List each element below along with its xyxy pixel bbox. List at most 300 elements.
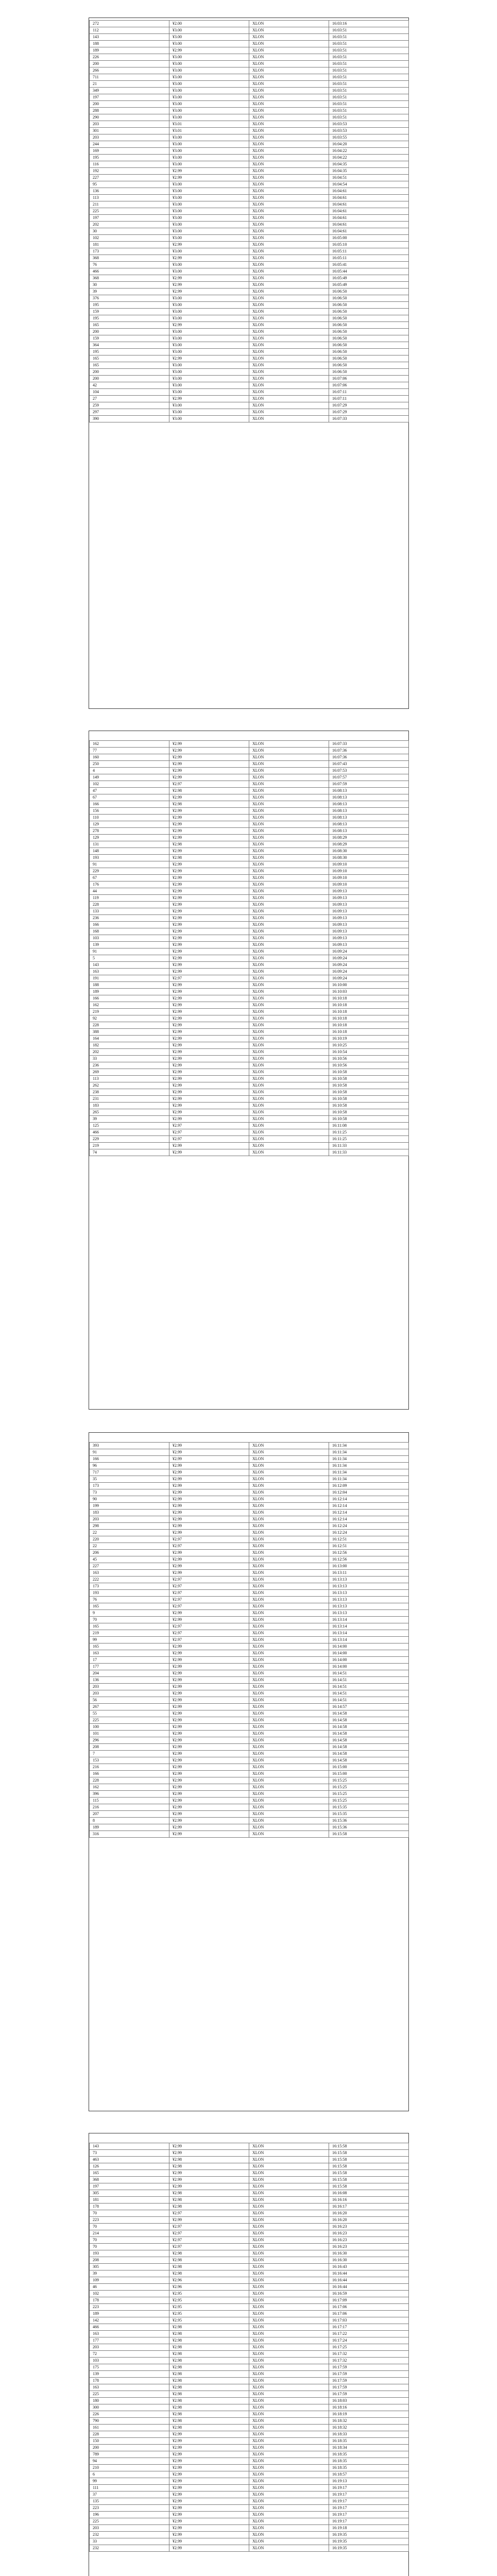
price-cell: ¥2.99 [169, 2485, 249, 2492]
venue-cell: XLON [249, 41, 329, 47]
venue-cell: XLON [249, 295, 329, 302]
price-cell: ¥2.98 [169, 2331, 249, 2337]
time-cell: 16:04:61 [329, 222, 409, 228]
venue-cell: XLON [249, 1697, 329, 1704]
table-row [90, 1009, 409, 1015]
venue-cell: XLON [249, 2270, 329, 2277]
venue-cell: XLON [249, 1103, 329, 1109]
volume-cell: 181 [90, 242, 169, 248]
time-cell: 16:16:30 [329, 2250, 409, 2257]
time-cell: 16:15:58 [329, 2177, 409, 2183]
table-row [90, 27, 409, 34]
time-cell: 16:12:51 [329, 1536, 409, 1543]
table-row [90, 1710, 409, 1717]
table-row [90, 1022, 409, 1029]
volume-cell: 143 [90, 2143, 169, 2150]
table-row [90, 1089, 409, 1096]
table-row [90, 181, 409, 188]
volume-cell: 99 [90, 2478, 169, 2485]
time-cell: 16:17:32 [329, 2358, 409, 2364]
time-cell: 16:19:17 [329, 2492, 409, 2498]
price-cell: ¥2.99 [169, 888, 249, 895]
time-cell: 16:16:08 [329, 2190, 409, 2197]
venue-cell: XLON [249, 121, 329, 128]
time-cell: 16:18:03 [329, 2398, 409, 2404]
price-cell: ¥2.99 [169, 1784, 249, 1791]
volume-cell: 74 [90, 1149, 169, 1156]
table-row [90, 2404, 409, 2411]
time-cell: 16:12:14 [329, 1503, 409, 1510]
table-row [90, 808, 409, 815]
time-cell: 16:15:36 [329, 1824, 409, 1831]
price-cell: ¥2.98 [169, 2270, 249, 2277]
volume-cell: 196 [90, 2512, 169, 2518]
price-cell: ¥2.98 [169, 801, 249, 808]
venue-cell: XLON [249, 2378, 329, 2384]
table-row [90, 2157, 409, 2163]
time-cell: 16:11:33 [329, 1149, 409, 1156]
venue-cell: XLON [249, 329, 329, 335]
time-cell: 16:06:50 [329, 369, 409, 376]
price-cell: ¥2.99 [169, 1804, 249, 1811]
time-cell: 16:15:35 [329, 1811, 409, 1818]
volume-cell: 390 [90, 416, 169, 422]
table-row [90, 1103, 409, 1109]
table-row [90, 1597, 409, 1603]
volume-cell: 166 [90, 1771, 169, 1777]
time-cell: 16:03:51 [329, 94, 409, 101]
volume-cell: 228 [90, 2431, 169, 2438]
venue-cell: XLON [249, 396, 329, 402]
time-cell: 16:13:14 [329, 1637, 409, 1643]
price-cell: ¥2.98 [169, 2404, 249, 2411]
venue-cell: XLON [249, 2465, 329, 2471]
price-cell: ¥2.95 [169, 2317, 249, 2324]
table-row [90, 1076, 409, 1082]
volume-cell: 5 [90, 955, 169, 962]
venue-cell: XLON [249, 848, 329, 855]
table-row [90, 1570, 409, 1577]
volume-cell: 6 [90, 2471, 169, 2478]
price-cell: ¥2.97 [169, 1603, 249, 1610]
volume-cell: 231 [90, 1096, 169, 1103]
time-cell: 16:04:35 [329, 168, 409, 175]
price-cell: ¥3.00 [169, 389, 249, 396]
venue-cell: XLON [249, 1069, 329, 1076]
price-cell: ¥2.99 [169, 2183, 249, 2190]
venue-cell: XLON [249, 1623, 329, 1630]
venue-cell: XLON [249, 815, 329, 821]
table-row [90, 329, 409, 335]
volume-cell: 225 [90, 208, 169, 215]
time-cell: 16:13:13 [329, 1590, 409, 1597]
table-row [90, 1456, 409, 1463]
venue-cell: XLON [249, 962, 329, 969]
time-cell: 16:11:34 [329, 1463, 409, 1469]
venue-cell: XLON [249, 148, 329, 155]
price-cell: ¥2.99 [169, 2538, 249, 2545]
table-row [90, 282, 409, 289]
table-row [90, 1143, 409, 1149]
time-cell: 16:19:18 [329, 2525, 409, 2532]
table-row [90, 1062, 409, 1069]
time-cell: 16:06:50 [329, 335, 409, 342]
time-cell: 16:15:58 [329, 2170, 409, 2177]
price-cell: ¥3.00 [169, 134, 249, 141]
time-cell: 16:03:16 [329, 21, 409, 27]
volume-cell: 200 [90, 2445, 169, 2451]
price-cell: ¥2.99 [169, 1089, 249, 1096]
price-cell: ¥2.98 [169, 2371, 249, 2378]
volume-cell: 163 [90, 969, 169, 975]
volume-cell: 162 [90, 741, 169, 748]
volume-cell: 102 [90, 235, 169, 242]
price-cell: ¥2.99 [169, 1777, 249, 1784]
volume-cell: 70 [90, 2224, 169, 2230]
price-cell: ¥2.99 [169, 915, 249, 922]
volume-cell: 219 [90, 1143, 169, 1149]
time-cell: 16:09:13 [329, 888, 409, 895]
table-row [90, 1042, 409, 1049]
venue-cell: XLON [249, 1657, 329, 1664]
time-cell: 16:11:34 [329, 1476, 409, 1483]
venue-cell: XLON [249, 835, 329, 841]
table-row [90, 1757, 409, 1764]
venue-cell: XLON [249, 1496, 329, 1503]
price-cell: ¥2.99 [169, 1056, 249, 1062]
volume-cell: 297 [90, 409, 169, 416]
venue-cell: XLON [249, 2404, 329, 2411]
venue-cell: XLON [249, 895, 329, 902]
volume-cell: 305 [90, 2264, 169, 2270]
table-row [90, 2438, 409, 2445]
time-cell: 16:18:35 [329, 2458, 409, 2465]
table-row [90, 302, 409, 309]
volume-cell: 300 [90, 2404, 169, 2411]
volume-cell: 173 [90, 1583, 169, 1590]
venue-cell: XLON [249, 2518, 329, 2525]
venue-cell: XLON [249, 768, 329, 774]
venue-cell: XLON [249, 1536, 329, 1543]
venue-cell: XLON [249, 1029, 329, 1036]
price-cell: ¥3.00 [169, 195, 249, 201]
table-row [90, 801, 409, 808]
price-cell: ¥2.99 [169, 1824, 249, 1831]
volume-cell: 116 [90, 161, 169, 168]
volume-cell: 37 [90, 2492, 169, 2498]
table-row [90, 1556, 409, 1563]
volume-cell: 9 [90, 1610, 169, 1617]
time-cell: 16:10:03 [329, 989, 409, 995]
price-cell: ¥2.99 [169, 1049, 249, 1056]
time-cell: 16:03:51 [329, 101, 409, 108]
table-row [90, 1530, 409, 1536]
volume-cell: 139 [90, 2371, 169, 2378]
venue-cell: XLON [249, 1096, 329, 1103]
table-row [90, 2317, 409, 2324]
volume-cell: 203 [90, 134, 169, 141]
table-row [90, 2465, 409, 2471]
volume-cell: 189 [90, 47, 169, 54]
price-cell: ¥2.99 [169, 848, 249, 855]
volume-cell: 22 [90, 1530, 169, 1536]
time-cell: 16:19:35 [329, 2538, 409, 2545]
time-cell: 16:16:59 [329, 2291, 409, 2297]
time-cell: 16:09:10 [329, 875, 409, 882]
time-cell: 16:17:09 [329, 2297, 409, 2304]
table-row [90, 1590, 409, 1597]
time-cell: 16:03:51 [329, 34, 409, 41]
table-row [90, 875, 409, 882]
volume-cell: 17 [90, 1657, 169, 1664]
time-cell: 16:07:43 [329, 761, 409, 768]
venue-cell: XLON [249, 349, 329, 355]
time-cell: 16:17:25 [329, 2344, 409, 2351]
venue-cell: XLON [249, 275, 329, 282]
volume-cell: 232 [90, 2545, 169, 2552]
time-cell: 16:19:17 [329, 2518, 409, 2525]
volume-cell: 163 [90, 1650, 169, 1657]
table-row [90, 1617, 409, 1623]
time-cell: 16:06:50 [329, 342, 409, 349]
venue-cell: XLON [249, 2177, 329, 2183]
venue-cell: XLON [249, 175, 329, 181]
table-row [90, 1469, 409, 1476]
table-row [90, 389, 409, 396]
venue-cell: XLON [249, 289, 329, 295]
table-row [90, 376, 409, 382]
time-cell: 16:18:19 [329, 2411, 409, 2418]
price-cell: ¥2.99 [169, 1530, 249, 1536]
venue-cell: XLON [249, 2411, 329, 2418]
price-cell: ¥2.99 [169, 1664, 249, 1670]
venue-cell: XLON [249, 741, 329, 748]
table-row [90, 108, 409, 114]
price-cell: ¥2.99 [169, 1697, 249, 1704]
time-cell: 16:07:33 [329, 741, 409, 748]
time-cell: 16:16:17 [329, 2204, 409, 2210]
table-row [90, 101, 409, 108]
price-cell: ¥3.00 [169, 27, 249, 34]
time-cell: 16:06:50 [329, 355, 409, 362]
volume-cell: 153 [90, 1757, 169, 1764]
time-cell: 16:10:19 [329, 1036, 409, 1042]
volume-cell: 466 [90, 1129, 169, 1136]
table-row [90, 908, 409, 915]
table-row [90, 2478, 409, 2485]
time-cell: 16:12:14 [329, 1510, 409, 1516]
time-cell: 16:14:58 [329, 1731, 409, 1737]
venue-cell: XLON [249, 2498, 329, 2505]
table-row [90, 1510, 409, 1516]
price-cell: ¥3.00 [169, 67, 249, 74]
table-row [90, 1483, 409, 1489]
table-row [90, 148, 409, 155]
volume-cell: 178 [90, 2204, 169, 2210]
volume-cell: 163 [90, 1570, 169, 1577]
table-row [90, 888, 409, 895]
table-row [90, 1630, 409, 1637]
table-row [90, 2197, 409, 2204]
table-row [90, 1670, 409, 1677]
table-row [90, 882, 409, 888]
price-cell: ¥2.99 [169, 1062, 249, 1069]
venue-cell: XLON [249, 1764, 329, 1771]
table-row [90, 2311, 409, 2317]
volume-cell: 126 [90, 2163, 169, 2170]
table-row [90, 2538, 409, 2545]
volume-cell: 168 [90, 928, 169, 935]
volume-cell: 166 [90, 801, 169, 808]
volume-cell: 225 [90, 2518, 169, 2525]
price-cell: ¥2.99 [169, 1550, 249, 1556]
price-cell: ¥2.99 [169, 1015, 249, 1022]
time-cell: 16:15:58 [329, 2157, 409, 2163]
time-cell: 16:03:51 [329, 67, 409, 74]
venue-cell: XLON [249, 61, 329, 67]
price-cell: ¥3.00 [169, 248, 249, 255]
volume-cell: 229 [90, 868, 169, 875]
volume-cell: 207 [90, 1811, 169, 1818]
price-cell: ¥2.99 [169, 1463, 249, 1469]
venue-cell: XLON [249, 1123, 329, 1129]
time-cell: 16:16:20 [329, 2210, 409, 2217]
price-cell: ¥2.98 [169, 2264, 249, 2270]
volume-cell: 143 [90, 962, 169, 969]
price-cell: ¥2.98 [169, 2190, 249, 2197]
table-row [90, 2244, 409, 2250]
volume-cell: 163 [90, 2384, 169, 2391]
venue-cell: XLON [249, 1463, 329, 1469]
table-row [90, 2304, 409, 2311]
price-cell: ¥3.00 [169, 94, 249, 101]
time-cell: 16:16:16 [329, 2197, 409, 2204]
volume-cell: 259 [90, 402, 169, 409]
price-cell: ¥3.00 [169, 262, 249, 268]
volume-cell: 39 [90, 289, 169, 295]
price-cell: ¥3.00 [169, 108, 249, 114]
time-cell: 16:10:58 [329, 1082, 409, 1089]
venue-cell: XLON [249, 754, 329, 761]
time-cell: 16:17:17 [329, 2324, 409, 2331]
table-row [90, 322, 409, 329]
price-cell: ¥2.00 [169, 21, 249, 27]
price-cell: ¥3.00 [169, 215, 249, 222]
table-row [90, 935, 409, 942]
volume-cell: 195 [90, 349, 169, 355]
volume-cell: 192 [90, 168, 169, 175]
venue-cell: XLON [249, 1049, 329, 1056]
price-cell: ¥3.00 [169, 228, 249, 235]
venue-cell: XLON [249, 242, 329, 248]
table-row [90, 2143, 409, 2150]
volume-cell: 388 [90, 1029, 169, 1036]
venue-cell: XLON [249, 1737, 329, 1744]
time-cell: 16:14:58 [329, 1717, 409, 1724]
price-cell: ¥2.98 [169, 855, 249, 861]
table-row [90, 1684, 409, 1690]
price-cell: ¥2.98 [169, 2358, 249, 2364]
price-cell: ¥2.99 [169, 2445, 249, 2451]
time-cell: 16:14:51 [329, 1684, 409, 1690]
venue-cell: XLON [249, 1650, 329, 1657]
time-cell: 16:10:58 [329, 1076, 409, 1082]
price-cell: ¥2.97 [169, 2224, 249, 2230]
price-cell: ¥3.00 [169, 369, 249, 376]
price-cell: ¥2.98 [169, 2157, 249, 2163]
volume-cell: 203 [90, 1684, 169, 1690]
price-cell: ¥3.00 [169, 88, 249, 94]
price-cell: ¥2.99 [169, 1717, 249, 1724]
table-row [90, 2331, 409, 2337]
table-row [90, 342, 409, 349]
time-cell: 16:06:50 [329, 302, 409, 309]
venue-cell: XLON [249, 215, 329, 222]
price-cell: ¥2.98 [169, 2197, 249, 2204]
time-cell: 16:13:14 [329, 1630, 409, 1637]
table-row [90, 841, 409, 848]
time-cell: 16:09:13 [329, 902, 409, 908]
volume-cell: 250 [90, 761, 169, 768]
time-cell: 16:19:13 [329, 2478, 409, 2485]
venue-cell: XLON [249, 2485, 329, 2492]
price-cell: ¥2.99 [169, 895, 249, 902]
volume-cell: 181 [90, 2197, 169, 2204]
time-cell: 16:16:23 [329, 2237, 409, 2244]
venue-cell: XLON [249, 855, 329, 861]
time-cell: 16:18:32 [329, 2418, 409, 2425]
price-cell: ¥2.99 [169, 868, 249, 875]
table-row [90, 2337, 409, 2344]
volume-cell: 208 [90, 2257, 169, 2264]
time-cell: 16:14:57 [329, 1704, 409, 1710]
volume-cell: 200 [90, 369, 169, 376]
table-row [90, 1690, 409, 1697]
volume-cell: 223 [90, 2217, 169, 2224]
price-cell: ¥2.99 [169, 1643, 249, 1650]
venue-cell: XLON [249, 942, 329, 948]
time-cell: 16:04:20 [329, 141, 409, 148]
venue-cell: XLON [249, 774, 329, 781]
time-cell: 16:18:35 [329, 2451, 409, 2458]
report-page-2 [89, 731, 409, 1410]
volume-cell: 191 [90, 975, 169, 982]
time-cell: 16:18:57 [329, 2471, 409, 2478]
venue-cell: XLON [249, 2311, 329, 2317]
table-row [90, 2190, 409, 2197]
volume-cell: 76 [90, 262, 169, 268]
time-cell: 16:13:13 [329, 1577, 409, 1583]
time-cell: 16:05:44 [329, 268, 409, 275]
price-cell: ¥2.96 [169, 2277, 249, 2284]
volume-cell: 70 [90, 2244, 169, 2250]
table-row [90, 228, 409, 235]
volume-cell: 156 [90, 808, 169, 815]
venue-cell: XLON [249, 1510, 329, 1516]
table-row [90, 2150, 409, 2157]
volume-cell: 148 [90, 848, 169, 855]
venue-cell: XLON [249, 1109, 329, 1116]
table-row [90, 1704, 409, 1710]
volume-cell: 188 [90, 41, 169, 47]
table-row [90, 242, 409, 248]
volume-cell: 47 [90, 788, 169, 794]
price-cell: ¥2.99 [169, 1149, 249, 1156]
time-cell: 16:16:44 [329, 2270, 409, 2277]
venue-cell: XLON [249, 1062, 329, 1069]
volume-cell: 44 [90, 888, 169, 895]
time-cell: 16:03:53 [329, 128, 409, 134]
